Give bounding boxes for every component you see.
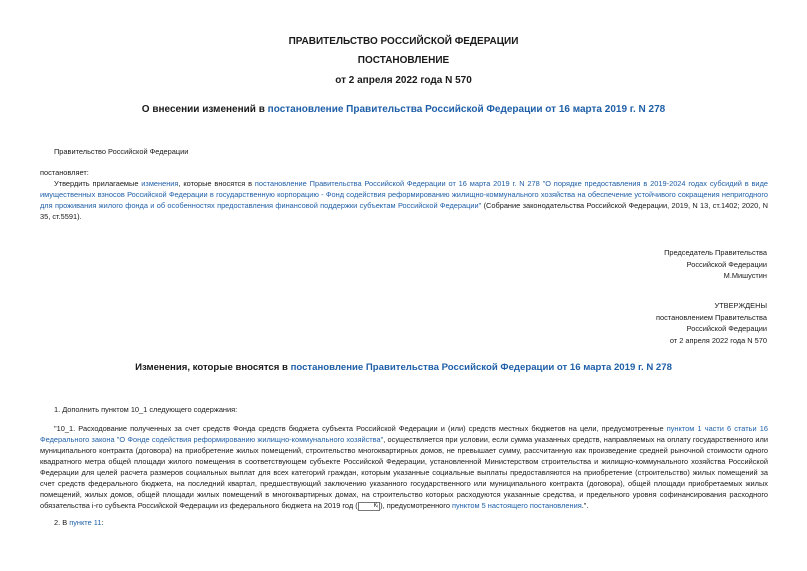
title-link[interactable]: постановление Правительства Российской Федерации от 16 марта 2019 г. N 278: [267, 104, 666, 115]
kappa-formula-icon: Кᵢ: [358, 502, 380, 511]
signature-block: [664, 247, 767, 282]
quote-text-d: .".: [581, 501, 589, 510]
approved-block: [656, 300, 767, 346]
approved-line-4: от 2 апреля 2022 года N 570: [669, 335, 767, 345]
item-1-quote: [40, 423, 768, 511]
decides-line: постановляет:: [40, 168, 89, 177]
p1-text-c: (Собрание законодательства Российской Федерации, 2019, N 13, ст.1402; 2020, N 35, ст.5591).: [40, 201, 768, 221]
changes-title-link[interactable]: постановление Правительства Российской Федерации от 16 марта 2019 г. N 278: [290, 362, 672, 373]
document-type: ПОСТАНОВЛЕНИЕ: [357, 55, 450, 66]
signature-name: М.Мишустин: [723, 271, 767, 280]
item-2-prefix: 2. В: [54, 518, 70, 527]
item-11-link[interactable]: пункте 11: [69, 518, 102, 527]
approved-line-1: УТВЕРЖДЕНЫ: [714, 301, 767, 310]
changes-title-prefix: Изменения, которые вносятся в: [135, 362, 291, 373]
item-5-link[interactable]: пунктом 5 настоящего постановления: [451, 501, 582, 510]
federal-law-link[interactable]: пунктом 1 части 6 статьи 16 Федерального закона "О Фонде содействия реформированию жилищно-коммунального хозяйства": [40, 424, 768, 444]
p1-text-b: , которые вносятся в: [178, 179, 255, 188]
signature-line-2: Российской Федерации: [686, 259, 767, 269]
document-title: [0, 104, 807, 115]
item-2-heading: [54, 517, 104, 528]
document-date: от 2 апреля 2022 года N 570: [335, 75, 472, 86]
quote-text-a: "10_1. Расходование полученных за счет средств Фонда средств бюджета субъекта Российской Федерации и (или) средств местных бюджетов на цели, предусмотренные: [54, 424, 667, 433]
document-title-prefix: О внесении изменений в: [141, 104, 268, 115]
approved-line-2: постановлением Правительства: [656, 312, 767, 322]
signature-line-1: Председатель Правительства: [664, 248, 767, 257]
government-line: Правительство Российской Федерации: [54, 147, 189, 156]
p1-text-a: Утвердить прилагаемые: [54, 179, 142, 188]
item-1-heading: 1. Дополнить пунктом 10_1 следующего содержания:: [54, 405, 238, 414]
quote-text-c: ), предусмотренного: [380, 501, 452, 510]
quote-text-b: , осуществляется при условии, если сумма указанных средств, направляемых на оплату государственного или муниципального контракта (договора) на приобретение жилых помещений, строительство многоквартирных домов, не превышает сумму, рассчитанную как произведение средней рыночной стоимости одного квадратного метра общей площади жилого помещения в соответствующем субъекте Российской Федерации, установленной Министерством строительства и жилищно-коммунального хозяйства Российской Федерации для целей расчета размеров социальных выплат для всех категорий граждан, которым указанные социальные выплаты предоставляются на приобретение (строительство) жилых помещений за счет средств федерального бюджета, на последний квартал, предшествующий заключению указанного государственного или муниципального контракта (договора), общей площади приобретаемых жилых помещений, жилых домов, общей площади жилых помещений в многоквартирных домах, на строительство которых расходуются указанные средства, и предельного уровня софинансирования расходного обязательства i-го субъекта Российской Федерации из федерального бюджета на 2019 год (: [40, 435, 768, 510]
item-2-suffix: :: [101, 518, 104, 527]
decree-278-link[interactable]: постановление Правительства Российской Федерации от 16 марта 2019 г. N 278 "О порядке предоставления в 2019-2024 годах субсидий в виде имущественных взносов Российской Федерации в государственную корпорацию - Фонд содействия реформированию жилищно-коммунального хозяйства на обеспечение устойчивого сокращения непригодного для проживания жилого фонда и об особенностях предоставления финансовой поддержки субъектам Российской Федерации": [40, 179, 768, 210]
government-heading: ПРАВИТЕЛЬСТВО РОССИЙСКОЙ ФЕДЕРАЦИИ: [288, 36, 519, 47]
changes-title: [0, 362, 807, 373]
changes-link[interactable]: изменения: [141, 179, 179, 188]
decree-paragraph: [40, 178, 768, 222]
approved-line-3: Российской Федерации: [686, 324, 767, 333]
